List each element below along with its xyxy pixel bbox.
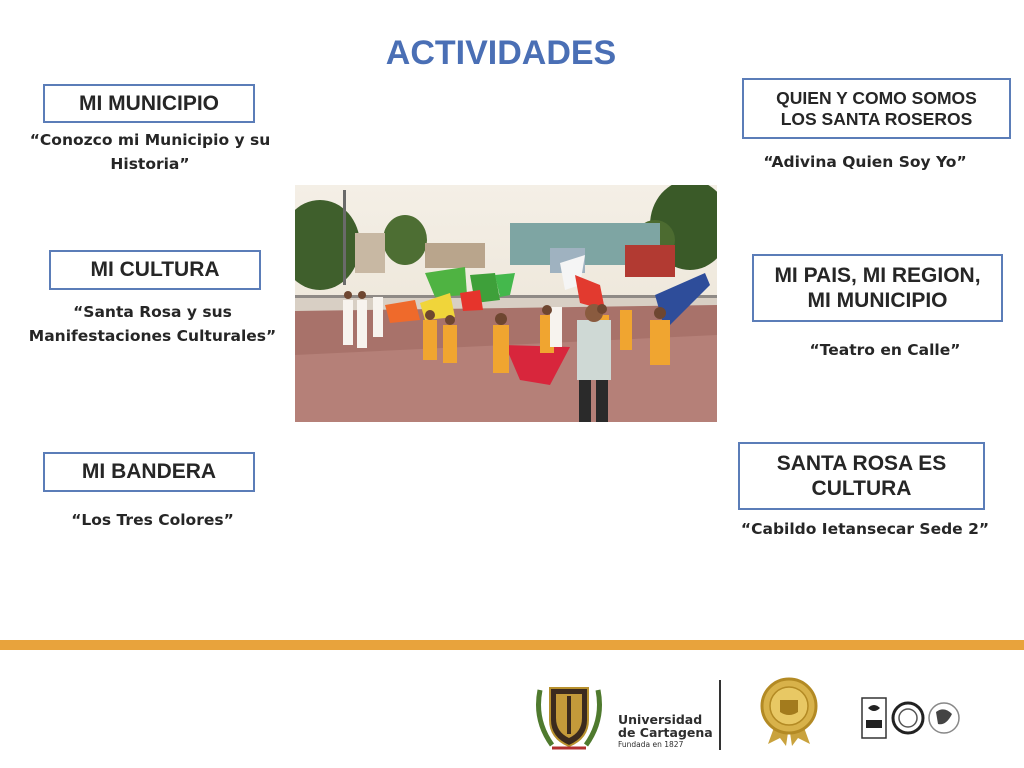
university-crest-logo [532, 680, 606, 754]
activity-caption-mi-cultura [15, 300, 290, 348]
activity-caption-adivina [740, 150, 990, 174]
university-wordmark [618, 713, 713, 749]
page-title: ACTIVIDADES [385, 34, 617, 72]
caption-line: “Adivina Quien Soy Yo” [763, 153, 967, 171]
activity-label: QUIEN Y COMO SOMOS [776, 87, 977, 108]
activity-box-quien-y-como-somos [742, 78, 1011, 139]
footer-accent-bar [0, 640, 1024, 650]
caption-line: “Teatro en Calle” [809, 341, 961, 359]
activity-box-mi-cultura [49, 250, 261, 290]
university-founded: Fundada en 1827 [618, 740, 684, 750]
activity-caption-mi-municipio [20, 128, 280, 176]
activity-label: LOS SANTA ROSEROS [780, 108, 973, 129]
activity-caption-mi-bandera [20, 508, 285, 532]
activity-caption-cabildo [730, 517, 1000, 541]
caption-line: Historia” [110, 155, 190, 174]
activity-box-mi-pais [752, 254, 1003, 322]
activity-label: MI CULTURA [90, 258, 220, 282]
caption-line: “Los Tres Colores” [71, 511, 234, 529]
activity-label: MI BANDERA [81, 460, 217, 484]
activity-box-santa-rosa-es-cultura [738, 442, 985, 510]
activity-label: MI MUNICIPIO [807, 289, 948, 312]
festival-photo [295, 185, 717, 422]
activity-box-mi-bandera [43, 452, 255, 492]
activity-label: MI MUNICIPIO [79, 91, 219, 115]
activity-caption-teatro [760, 338, 1010, 362]
university-name-line1: Universidad [618, 712, 703, 727]
footer-divider [719, 680, 721, 750]
activity-label: CULTURA [811, 477, 912, 500]
caption-line: “Cabildo Ietansecar Sede 2” [740, 520, 990, 538]
certification-logos [860, 696, 965, 742]
activity-box-mi-municipio [43, 84, 255, 123]
caption-line: “Conozco mi Municipio y su [29, 131, 271, 149]
caption-line: “Santa Rosa y sus [73, 303, 232, 321]
caption-line: Manifestaciones Culturales” [28, 327, 277, 346]
activity-label: MI PAIS, MI REGION, [774, 263, 981, 287]
university-name-line2: de Cartagena [618, 725, 713, 741]
gold-seal-icon [758, 676, 820, 746]
activity-label: SANTA ROSA ES [776, 451, 947, 475]
